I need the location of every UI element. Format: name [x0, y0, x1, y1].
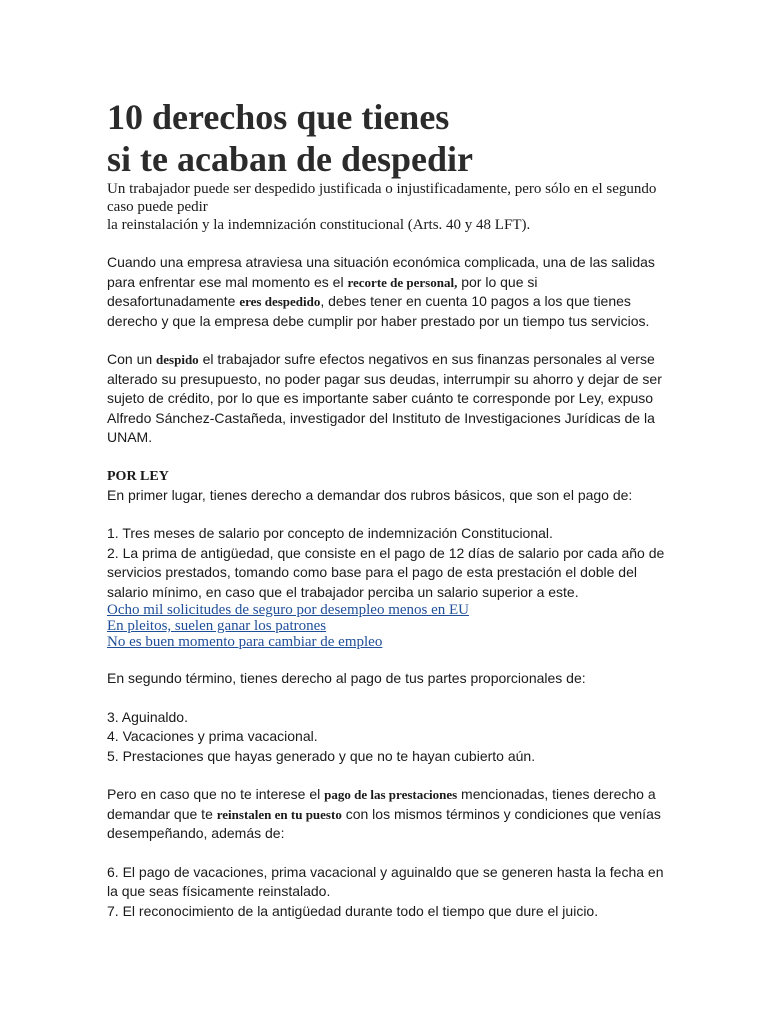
text-run: el trabajador sufre efectos negativos en sus finanzas personales al verse alterado su presupuesto, no poder pagar sus deudas, interrumpir su ahorro y dejar de ser sujeto de crédito, por lo que es importante saber cuánto te corresponde por Ley, expuso Alfredo Sánchez-Castañeda, investigador del Instituto de Investigaciones Jurídicas de la UNAM. [107, 351, 662, 445]
text-run: mencionadas, tienes derecho a demandar que te [107, 786, 656, 822]
intro-paragraph [107, 180, 667, 234]
paragraph-despido [107, 350, 667, 448]
text-run: por lo que si desafortunadamente [107, 273, 538, 309]
text-run: , debes tener en cuenta 10 pagos a los que tienes derecho y que la empresa debe cumplir por haber prestado por un tiempo tus servicios. [107, 293, 650, 329]
list-item: 5. Prestaciones que hayas generado y que no te hayan cubierto aún. [107, 747, 536, 764]
text-run: Con un [107, 351, 157, 367]
paragraph-recorte [107, 253, 667, 331]
article-title [107, 96, 667, 180]
bold-despido: despido [156, 352, 199, 367]
intro-line: la reinstalación y la indemnización constitucional (Arts. 40 y 48 LFT). [107, 217, 531, 233]
bold-eres-despedido: eres despedido [239, 294, 321, 309]
list-item: 7. El reconocimiento de la antigüedad durante todo el tiempo que dure el juicio. [107, 902, 599, 919]
text-run: Pero en caso que no te interese el [107, 786, 325, 802]
bold-pago-prestaciones: pago de las prestaciones [324, 787, 458, 802]
section-heading-por-ley: POR LEY [107, 468, 169, 484]
list-item: 1. Tres meses de salario por concepto de indemnización Constitucional. [107, 525, 553, 541]
title-line: 10 derechos que tienes [107, 97, 450, 137]
title-line: si te acaban de despedir [107, 139, 474, 179]
related-links [107, 602, 667, 650]
bold-recorte-de-personal: recorte de personal, [347, 274, 458, 290]
list-item: 3. Aguinaldo. [107, 708, 188, 725]
intro-line: Un trabajador puede ser despedido justificada o injustificadamente, pero sólo en el segundo caso puede pedir [107, 181, 657, 215]
list-item: 4. Vacaciones y prima vacacional. [107, 728, 318, 744]
text-run: Cuando una empresa atraviesa una situación económica complicada, una de las salidas para enfrentar ese mal momento es el [107, 254, 655, 290]
paragraph-reinstalacion [107, 785, 667, 844]
list-item: 2. La prima de antigüedad, que consiste en el pago de 12 días de salario por cada año de servicios prestados, tomando como base para el pago de esta prestación el doble del salario mínimo, en caso que el trabajador perciba un salario superior a este. [107, 544, 665, 600]
paragraph-segundo-termino: En segundo término, tienes derecho al pago de tus partes proporcionales de: [107, 670, 586, 686]
paragraph-por-ley: En primer lugar, tienes derecho a demandar dos rubros básicos, que son el pago de: [107, 486, 633, 503]
related-link[interactable]: No es buen momento para cambiar de empleo [107, 634, 383, 650]
related-link[interactable]: Ocho mil solicitudes de seguro por desempleo menos en EU [107, 602, 470, 618]
related-link[interactable]: En pleitos, suelen ganar los patrones [107, 618, 327, 634]
bold-reinstalen: reinstalen en tu puesto [216, 806, 342, 822]
article [107, 96, 667, 921]
list-item: 6. El pago de vacaciones, prima vacacional y aguinaldo que se generen hasta la fecha en la que seas físicamente reinstalado. [107, 863, 664, 899]
text-run: con los mismos términos y condiciones que venías desempeñando, además de: [107, 805, 661, 841]
